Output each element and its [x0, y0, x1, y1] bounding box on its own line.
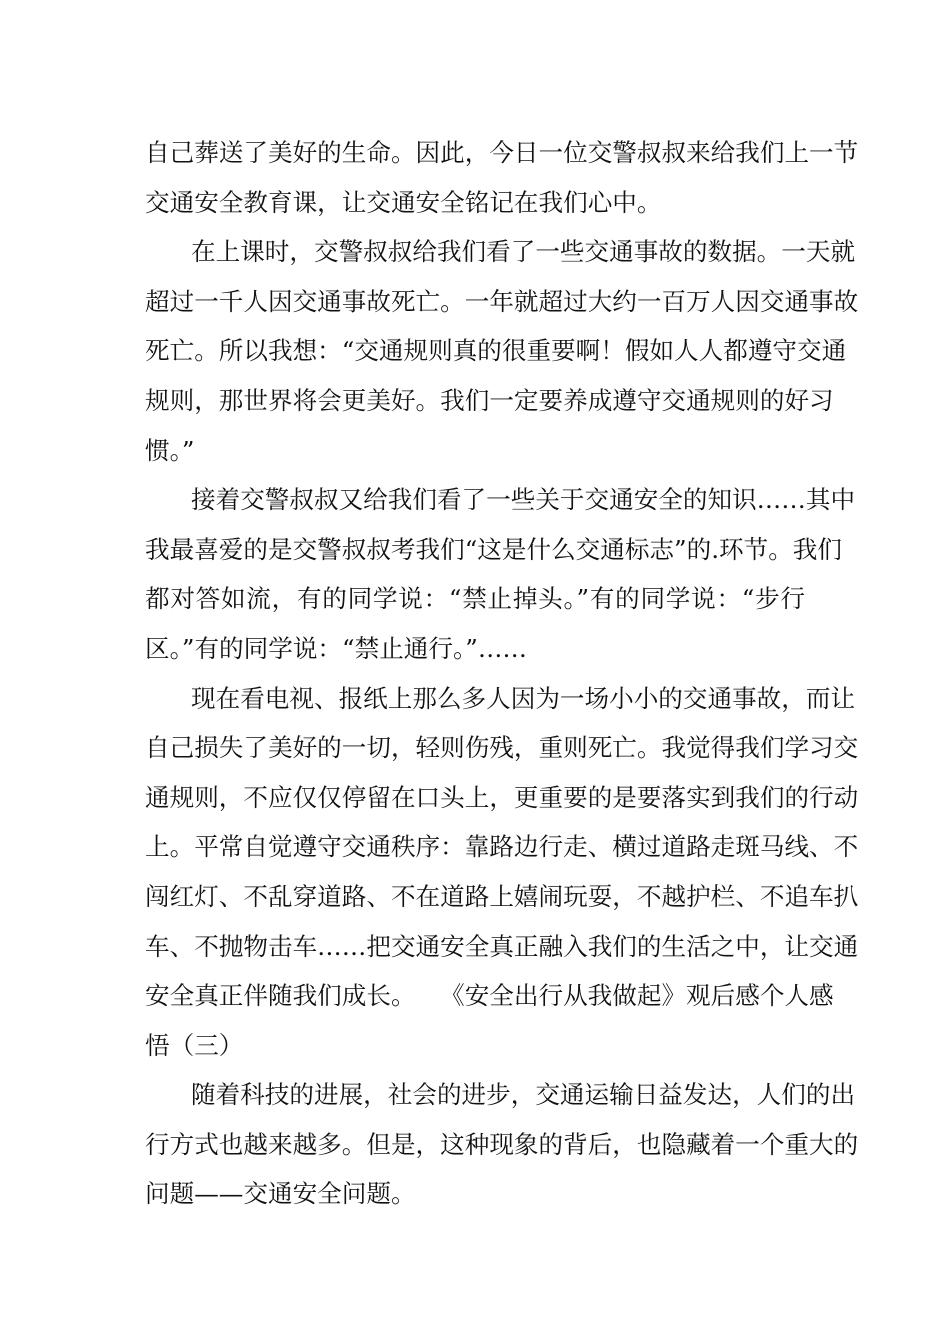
text-line: 死亡。所以我想：“交通规则真的很重要啊！假如人人都遵守交通 — [145, 336, 847, 366]
text-line: 上。平常自觉遵守交通秩序：靠路边行走、横过道路走斑马线、不 — [145, 832, 859, 862]
text-line: 通规则，不应仅仅停留在口头上，更重要的是要落实到我们的行动 — [145, 782, 859, 812]
text-line: 在上课时，交警叔叔给我们看了一些交通事故的数据。一天就 — [191, 237, 856, 267]
text-line: 规则，那世界将会更美好。我们一定要养成遵守交通规则的好习 — [145, 385, 834, 415]
text-line: 闯红灯、不乱穿道路、不在道路上嬉闹玩耍，不越护栏、不追车扒 — [145, 881, 859, 911]
text-line: 自己损失了美好的一切，轻则伤残，重则死亡。我觉得我们学习交 — [145, 733, 859, 763]
document-body — [145, 128, 859, 1219]
text-line: 悟（三） — [145, 1030, 244, 1060]
text-line: 区。”有的同学说：“禁止通行。”…… — [145, 633, 528, 663]
text-line: 我最喜爱的是交警叔叔考我们“这是什么交通标志”的.环节。我们 — [145, 534, 842, 564]
text-line: 问题——交通安全问题。 — [145, 1179, 416, 1209]
text-line: 接着交警叔叔又给我们看了一些关于交通安全的知识……其中 — [191, 485, 856, 515]
text-line: 都对答如流，有的同学说：“禁止掉头。”有的同学说：“步行 — [145, 584, 805, 614]
text-line: 超过一千人因交通事故死亡。一年就超过大约一百万人因交通事故 — [145, 286, 859, 316]
text-line: 车、不抛物击车……把交通安全真正融入我们的生活之中，让交通 — [145, 931, 859, 961]
text-line: 交通安全教育课，让交通安全铭记在我们心中。 — [145, 187, 662, 217]
text-line: 自己葬送了美好的生命。因此，今日一位交警叔叔来给我们上一节 — [145, 138, 859, 167]
text-line: 行方式也越来越多。但是，这种现象的背后，也隐藏着一个重大的 — [145, 1129, 859, 1159]
text-line: 惯。” — [145, 435, 195, 465]
text-line: 现在看电视、报纸上那么多人因为一场小小的交通事故，而让 — [191, 683, 856, 713]
text-line: 安全真正伴随我们成长。 《安全出行从我做起》观后感个人感 — [145, 981, 834, 1011]
text-line: 随着科技的进展，社会的进步，交通运输日益发达，人们的出 — [191, 1080, 856, 1110]
